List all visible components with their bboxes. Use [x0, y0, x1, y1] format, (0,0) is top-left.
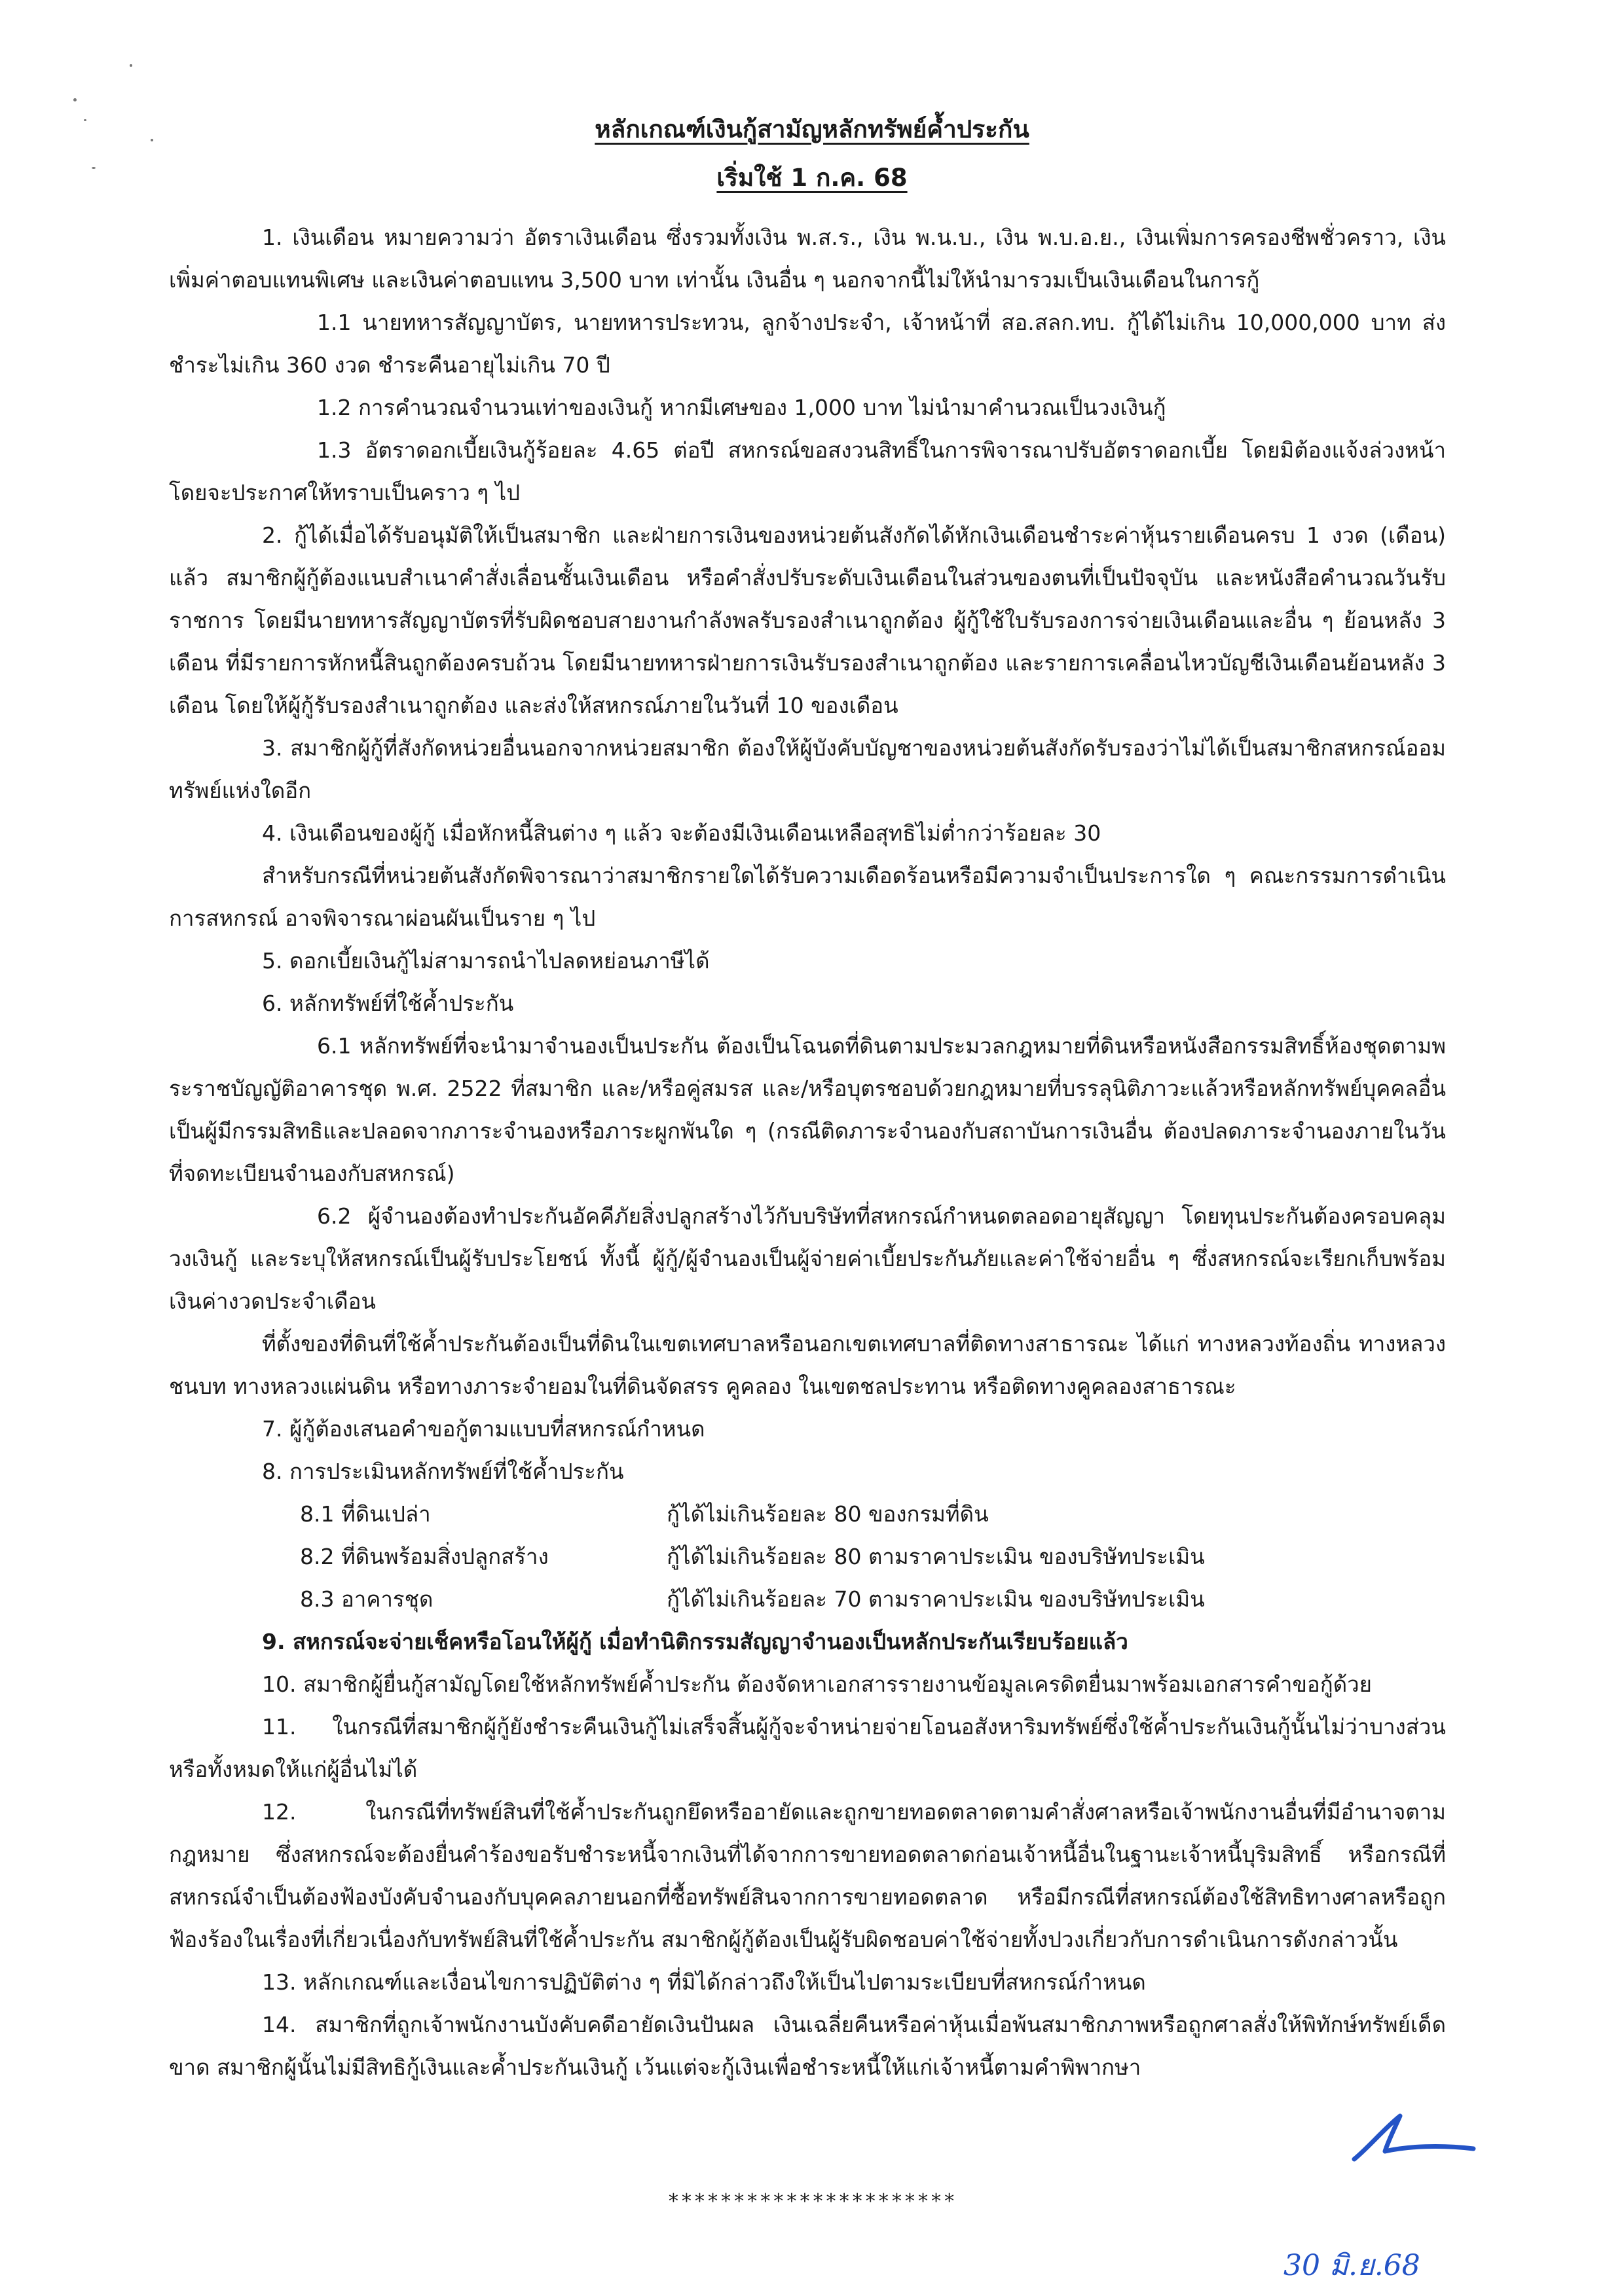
valuation-table	[169, 1493, 1446, 1620]
valuation-limit: กู้ได้ไม่เกินร้อยละ 80 ของกรมที่ดิน	[667, 1501, 989, 1527]
end-of-document-marker: **********************	[667, 2190, 957, 2213]
clause-8: 8. การประเมินหลักทรัพย์ที่ใช้ค้ำประกัน	[262, 1459, 624, 1484]
clause-1: 1. เงินเดือน หมายความว่า อัตราเงินเดือน ซึ่งรวมทั้งเงิน พ.ส.ร., เงิน พ.น.บ., เงิน พ.บ.อ.ย., เงินเพิ่มการครองชีพชั่วคราว, เงินเพิ่มค่าตอบแทนพิเศษ และเงินค่าตอบแทน 3,500 บาท เท่านั้น เงินอื่น ๆ นอกจากนี้ไม่ให้นำมารวมเป็นเงินเดือนในการกู้	[169, 225, 1446, 293]
clause-9: 9. สหกรณ์จะจ่ายเช็คหรือโอนให้ผู้กู้ เมื่อทำนิติกรรมสัญญาจำนองเป็นหลักประกันเรียบร้อยแล้ว	[262, 1629, 1128, 1654]
scan-speck	[130, 64, 132, 67]
clause-4-note: สำหรับกรณีที่หน่วยต้นสังกัดพิจารณาว่าสมาชิกรายใดได้รับความเดือดร้อนหรือมีความจำเป็นประการใด ๆ คณะกรรมการดำเนินการสหกรณ์ อาจพิจารณาผ่อนผันเป็นราย ๆ ไป	[169, 863, 1446, 931]
valuation-limit: กู้ได้ไม่เกินร้อยละ 80 ตามราคาประเมิน ของบริษัทประเมิน	[667, 1544, 1205, 1569]
clause-6: 6. หลักทรัพย์ที่ใช้ค้ำประกัน	[262, 991, 514, 1016]
valuation-item: 8.2 ที่ดินพร้อมสิ่งปลูกสร้าง	[300, 1544, 549, 1569]
clause-7: 7. ผู้กู้ต้องเสนอคำขอกู้ตามแบบที่สหกรณ์กำหนด	[262, 1416, 705, 1442]
clause-1-1: 1.1 นายทหารสัญญาบัตร, นายทหารประทวน, ลูกจ้างประจำ, เจ้าหน้าที่ สอ.สลก.ทบ. กู้ได้ไม่เกิน 10,000,000 บาท ส่งชำระไม่เกิน 360 งวด ชำระคืนอายุไม่เกิน 70 ปี	[169, 310, 1446, 378]
clause-6-location: ที่ตั้งของที่ดินที่ใช้ค้ำประกันต้องเป็นที่ดินในเขตเทศบาลหรือนอกเขตเทศบาลที่ติดทางสาธารณะ ได้แก่ ทางหลวงท้องถิ่น ทางหลวงชนบท ทางหลวงแผ่นดิน หรือทางภาระจำยอมในที่ดินจัดสรร คูคลอง ในเขตชลประทาน หรือติดทางคูคลองสาธารณะ	[169, 1331, 1446, 1399]
clause-14: 14. สมาชิกที่ถูกเจ้าพนักงานบังคับคดีอายัดเงินปันผล เงินเฉลี่ยคืนหรือค่าหุ้นเมื่อพ้นสมาชิกภาพหรือถูกศาลสั่งให้พิทักษ์ทรัพย์เด็ดขาด สมาชิกผู้นั้นไม่มีสิทธิกู้เงินและค้ำประกันเงินกู้ เว้นแต่จะกู้เงินเพื่อชำระหนี้ให้แก่เจ้าหนี้ตามคำพิพากษา	[169, 2012, 1446, 2080]
valuation-row	[300, 1578, 1446, 1620]
clause-13: 13. หลักเกณฑ์และเงื่อนไขการปฏิบัติต่าง ๆ ที่มิได้กล่าวถึงให้เป็นไปตามระเบียบที่สหกรณ์กำหนด	[262, 1969, 1146, 1995]
clause-4: 4. เงินเดือนของผู้กู้ เมื่อหักหนี้สินต่าง ๆ แล้ว จะต้องมีเงินเดือนเหลือสุทธิไม่ต่ำกว่าร้อยละ 30	[262, 820, 1101, 846]
signature-mark	[1349, 2108, 1480, 2167]
effective-date: เริ่มใช้ 1 ก.ค. 68	[716, 164, 908, 192]
clause-5: 5. ดอกเบี้ยเงินกู้ไม่สามารถนำไปลดหย่อนภาษีได้	[262, 948, 710, 974]
valuation-item: 8.1 ที่ดินเปล่า	[300, 1501, 431, 1527]
valuation-row	[300, 1535, 1446, 1578]
scan-speck	[73, 98, 77, 101]
handwritten-date: 30 มิ.ย.68	[1283, 2249, 1420, 2282]
clause-6-1: 6.1 หลักทรัพย์ที่จะนำมาจำนองเป็นประกัน ต้องเป็นโฉนดที่ดินตามประมวลกฎหมายที่ดินหรือหนังสือกรรมสิทธิ์ห้องชุดตามพระราชบัญญัติอาคารชุด พ.ศ. 2522 ที่สมาชิก และ/หรือคู่สมรส และ/หรือบุตรชอบด้วยกฎหมายที่บรรลุนิติภาวะแล้วหรือหลักทรัพย์บุคคลอื่นเป็นผู้มีกรรมสิทธิและปลอดจากภาระจำนองหรือภาระผูกพันใด ๆ (กรณีติดภาระจำนองกับสถาบันการเงินอื่น ต้องปลดภาระจำนองภายในวันที่จดทะเบียนจำนองกับสหกรณ์)	[169, 1033, 1446, 1186]
document-body	[169, 216, 1446, 2088]
clause-1-2: 1.2 การคำนวณจำนวนเท่าของเงินกู้ หากมีเศษของ 1,000 บาท ไม่นำมาคำนวณเป็นวงเงินกู้	[317, 395, 1166, 420]
document-title: หลักเกณฑ์เงินกู้สามัญหลักทรัพย์ค้ำประกัน	[595, 115, 1029, 143]
clause-3: 3. สมาชิกผู้กู้ที่สังกัดหน่วยอื่นนอกจากหน่วยสมาชิก ต้องให้ผู้บังคับบัญชาของหน่วยต้นสังกัดรับรองว่าไม่ได้เป็นสมาชิกสหกรณ์ออมทรัพย์แห่งใดอีก	[169, 735, 1446, 803]
valuation-item: 8.3 อาคารชุด	[300, 1586, 434, 1612]
clause-6-2: 6.2 ผู้จำนองต้องทำประกันอัคคีภัยสิ่งปลูกสร้างไว้กับบริษัทที่สหกรณ์กำหนดตลอดอายุสัญญา โดยทุนประกันต้องครอบคลุมวงเงินกู้ และระบุให้สหกรณ์เป็นผู้รับประโยชน์ ทั้งนี้ ผู้กู้/ผู้จำนองเป็นผู้จ่ายค่าเบี้ยประกันภัยและค่าใช้จ่ายอื่น ๆ ซึ่งสหกรณ์จะเรียกเก็บพร้อมเงินค่างวดประจำเดือน	[169, 1203, 1446, 1314]
valuation-limit: กู้ได้ไม่เกินร้อยละ 70 ตามราคาประเมิน ของบริษัทประเมิน	[667, 1586, 1205, 1612]
clause-1-3: 1.3 อัตราดอกเบี้ยเงินกู้ร้อยละ 4.65 ต่อปี สหกรณ์ขอสงวนสิทธิ์ในการพิจารณาปรับอัตราดอกเบี้ย โดยมิต้องแจ้งล่วงหน้า โดยจะประกาศให้ทราบเป็นคราว ๆ ไป	[169, 437, 1446, 505]
clause-12: 12. ในกรณีที่ทรัพย์สินที่ใช้ค้ำประกันถูกยึดหรืออายัดและถูกขายทอดตลาดตามคำสั่งศาลหรือเจ้าพนักงานอื่นที่มีอำนาจตามกฎหมาย ซึ่งสหกรณ์จะต้องยื่นคำร้องขอรับชำระหนี้จากเงินที่ได้จากการขายทอดตลาดก่อนเจ้าหนี้อื่นในฐานะเจ้าหนี้บุริมสิทธิ์ หรือกรณีที่สหกรณ์จำเป็นต้องฟ้องบังคับจำนองกับบุคคลภายนอกที่ซื้อทรัพย์สินจากการขายทอดตลาด หรือมีกรณีที่สหกรณ์ต้องใช้สิทธิทางศาลหรือถูกฟ้องร้องในเรื่องที่เกี่ยวเนื่องกับทรัพย์สินที่ใช้ค้ำประกัน สมาชิกผู้กู้ต้องเป็นผู้รับผิดชอบค่าใช้จ่ายทั้งปวงเกี่ยวกับการดำเนินการดังกล่าวนั้น	[169, 1799, 1446, 1952]
clause-11: 11. ในกรณีที่สมาชิกผู้กู้ยังชำระคืนเงินกู้ไม่เสร็จสิ้นผู้กู้จะจำหน่ายจ่ายโอนอสังหาริมทรัพย์ซึ่งใช้ค้ำประกันเงินกู้นั้นไม่ว่าบางส่วนหรือทั้งหมดให้แก่ผู้อื่นไม่ได้	[169, 1714, 1446, 1782]
valuation-row	[300, 1493, 1446, 1535]
clause-2: 2. กู้ได้เมื่อได้รับอนุมัติให้เป็นสมาชิก และฝ่ายการเงินของหน่วยต้นสังกัดได้หักเงินเดือนชำระค่าหุ้นรายเดือนครบ 1 งวด (เดือน) แล้ว สมาชิกผู้กู้ต้องแนบสำเนาคำสั่งเลื่อนชั้นเงินเดือน หรือคำสั่งปรับระดับเงินเดือนในส่วนของตนที่เป็นปัจจุบัน และหนังสือคำนวณวันรับราชการ โดยมีนายทหารสัญญาบัตรที่รับผิดชอบสายงานกำลังพลรับรองสำเนาถูกต้อง ผู้กู้ใช้ใบรับรองการจ่ายเงินเดือนและอื่น ๆ ย้อนหลัง 3 เดือน ที่มีรายการหักหนี้สินถูกต้องครบถ้วน โดยมีนายทหารฝ่ายการเงินรับรองสำเนาถูกต้อง และรายการเคลื่อนไหวบัญชีเงินเดือนย้อนหลัง 3 เดือน โดยให้ผู้กู้รับรองสำเนาถูกต้อง และส่งให้สหกรณ์ภายในวันที่ 10 ของเดือน	[169, 522, 1446, 718]
clause-10: 10. สมาชิกผู้ยื่นกู้สามัญโดยใช้หลักทรัพย์ค้ำประกัน ต้องจัดหาเอกสารรายงานข้อมูลเครดิตยื่นมาพร้อมเอกสารคำขอกู้ด้วย	[262, 1671, 1373, 1697]
